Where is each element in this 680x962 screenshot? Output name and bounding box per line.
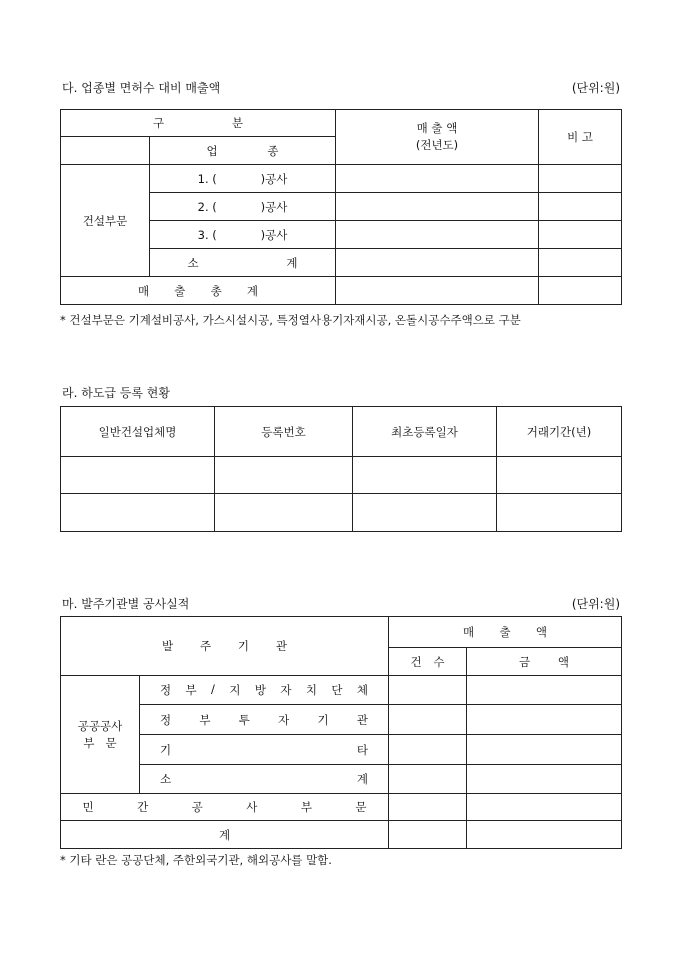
empty-cell [61, 137, 150, 165]
row-gov-invest [140, 705, 389, 735]
note-cell[interactable] [539, 193, 622, 221]
count-cell[interactable] [389, 676, 467, 705]
header-sales-char: 매 [463, 625, 475, 639]
header-gubun-char: 분 [231, 116, 243, 130]
industry-row-3: 3. ( )공사 [150, 221, 336, 249]
header-amount [467, 648, 622, 676]
section-da-footnote: * 건설부문은 기계설비공사, 가스시설시공, 특정열사용기자재시공, 온돌시공수주액으로 구분 [60, 313, 521, 327]
header-amount-char: 액 [557, 654, 569, 669]
header-count-char: 수 [433, 654, 445, 669]
industry-row-1: 1. ( )공사 [150, 165, 336, 193]
header-upjong-char: 업 [206, 143, 218, 158]
row-subtotal-char: 계 [356, 772, 368, 786]
row-private-char: 사 [246, 800, 258, 814]
company-name-cell[interactable] [61, 494, 215, 532]
section-ma-unit: (단위:원) [571, 597, 620, 611]
sales-cell[interactable] [336, 277, 539, 305]
header-upjong-char: 종 [267, 143, 279, 158]
trade-period-cell[interactable] [497, 457, 622, 494]
count-cell[interactable] [389, 765, 467, 794]
amount-cell[interactable] [467, 765, 622, 794]
subtotal-char: 계 [286, 255, 298, 270]
count-cell[interactable] [389, 794, 467, 821]
row-etc-char: 타 [356, 742, 368, 757]
section-ma-title: 마. 발주기관별 공사실적 [62, 597, 190, 611]
sales-cell[interactable] [336, 165, 539, 193]
sales-by-license-table [60, 109, 622, 305]
header-agency-char: 주 [199, 639, 212, 653]
header-first-registration-date: 최초등록일자 [353, 407, 497, 457]
header-gubun-char: 구 [153, 116, 165, 130]
section-da-title: 다. 업종별 면허수 대비 매출액 [62, 81, 221, 95]
row-gov-char: 지 [229, 683, 241, 697]
header-upjong [150, 137, 336, 165]
header-sales [336, 110, 539, 165]
sales-cell[interactable] [336, 249, 539, 277]
row-gov-char: 단 [331, 683, 343, 697]
section-da-unit: (단위:원) [571, 81, 620, 95]
row-gov-local [140, 676, 389, 705]
row-private-char: 간 [137, 800, 149, 814]
total-char: 출 [174, 283, 186, 298]
sales-cell[interactable] [336, 193, 539, 221]
count-cell[interactable] [389, 705, 467, 735]
public-works-category [61, 676, 140, 794]
total-char: 계 [246, 283, 258, 298]
registration-number-cell[interactable] [215, 494, 353, 532]
header-count [389, 648, 467, 676]
row-gov-char: 정 [160, 683, 172, 697]
trade-period-cell[interactable] [497, 494, 622, 532]
section-ra-title: 라. 하도급 등록 현황 [62, 386, 170, 400]
header-count-char: 건 [410, 654, 422, 669]
row-invest-char: 자 [278, 712, 290, 727]
section-ma-footnote: * 기타 란은 공공단체, 주한외국기관, 해외공사를 말함. [60, 853, 332, 867]
amount-cell[interactable] [467, 705, 622, 735]
row-private-char: 부 [300, 800, 312, 814]
row-gov-char: 방 [254, 683, 266, 697]
note-cell[interactable] [539, 221, 622, 249]
registration-date-cell[interactable] [353, 457, 497, 494]
row-gov-char: 체 [356, 683, 368, 697]
amount-cell[interactable] [467, 735, 622, 765]
sales-cell[interactable] [336, 221, 539, 249]
row-invest-char: 투 [238, 712, 250, 727]
header-agency [61, 617, 389, 676]
row-private-char: 문 [355, 800, 367, 814]
subcontract-registration-table [60, 406, 622, 532]
row-private-char: 민 [82, 800, 94, 814]
row-private [61, 794, 389, 821]
header-sales-char: 출 [499, 625, 511, 639]
row-gov-char: 자 [280, 683, 292, 697]
note-cell[interactable] [539, 277, 622, 305]
public-line1: 공공공사 [77, 718, 123, 733]
header-gubun [61, 110, 336, 137]
total-sales-label [61, 277, 336, 305]
row-gov-char: / [211, 682, 215, 696]
public-line2: 부 문 [83, 735, 117, 750]
row-etc [140, 735, 389, 765]
header-trade-period: 거래기간(년) [497, 407, 622, 457]
row-total: 계 [61, 821, 389, 849]
row-subtotal [140, 765, 389, 794]
header-agency-char: 관 [275, 639, 287, 653]
row-gov-char: 부 [185, 683, 197, 697]
registration-number-cell[interactable] [215, 457, 353, 494]
header-sales [389, 617, 622, 648]
row-invest-char: 관 [356, 712, 368, 727]
category-construction: 건설부문 [61, 165, 150, 277]
header-agency-char: 발 [162, 639, 174, 653]
note-cell[interactable] [539, 249, 622, 277]
amount-cell[interactable] [467, 676, 622, 705]
amount-cell[interactable] [467, 821, 622, 849]
row-invest-char: 기 [317, 712, 329, 727]
header-sales-line1: 매 출 액 [416, 121, 458, 135]
total-char: 매 [138, 283, 150, 298]
count-cell[interactable] [389, 821, 467, 849]
amount-cell[interactable] [467, 794, 622, 821]
row-private-char: 공 [191, 800, 203, 814]
industry-row-2: 2. ( )공사 [150, 193, 336, 221]
note-cell[interactable] [539, 165, 622, 193]
registration-date-cell[interactable] [353, 494, 497, 532]
header-sales-line2: (전년도) [415, 138, 459, 152]
row-etc-char: 기 [160, 742, 172, 757]
count-cell[interactable] [389, 735, 467, 765]
row-gov-char: 치 [305, 683, 317, 697]
header-note: 비 고 [539, 110, 622, 165]
row-subtotal-char: 소 [160, 772, 172, 786]
header-registration-number: 등록번호 [215, 407, 353, 457]
header-amount-char: 금 [519, 654, 531, 669]
header-company-name: 일반건설업체명 [61, 407, 215, 457]
header-sales-char: 액 [535, 625, 547, 639]
row-invest-char: 정 [160, 712, 172, 727]
header-agency-char: 기 [237, 639, 250, 653]
row-invest-char: 부 [199, 712, 211, 727]
company-name-cell[interactable] [61, 457, 215, 494]
subtotal-char: 소 [187, 255, 199, 270]
total-char: 총 [210, 283, 222, 298]
performance-by-agency-table [60, 616, 622, 849]
subtotal-label [150, 249, 336, 277]
